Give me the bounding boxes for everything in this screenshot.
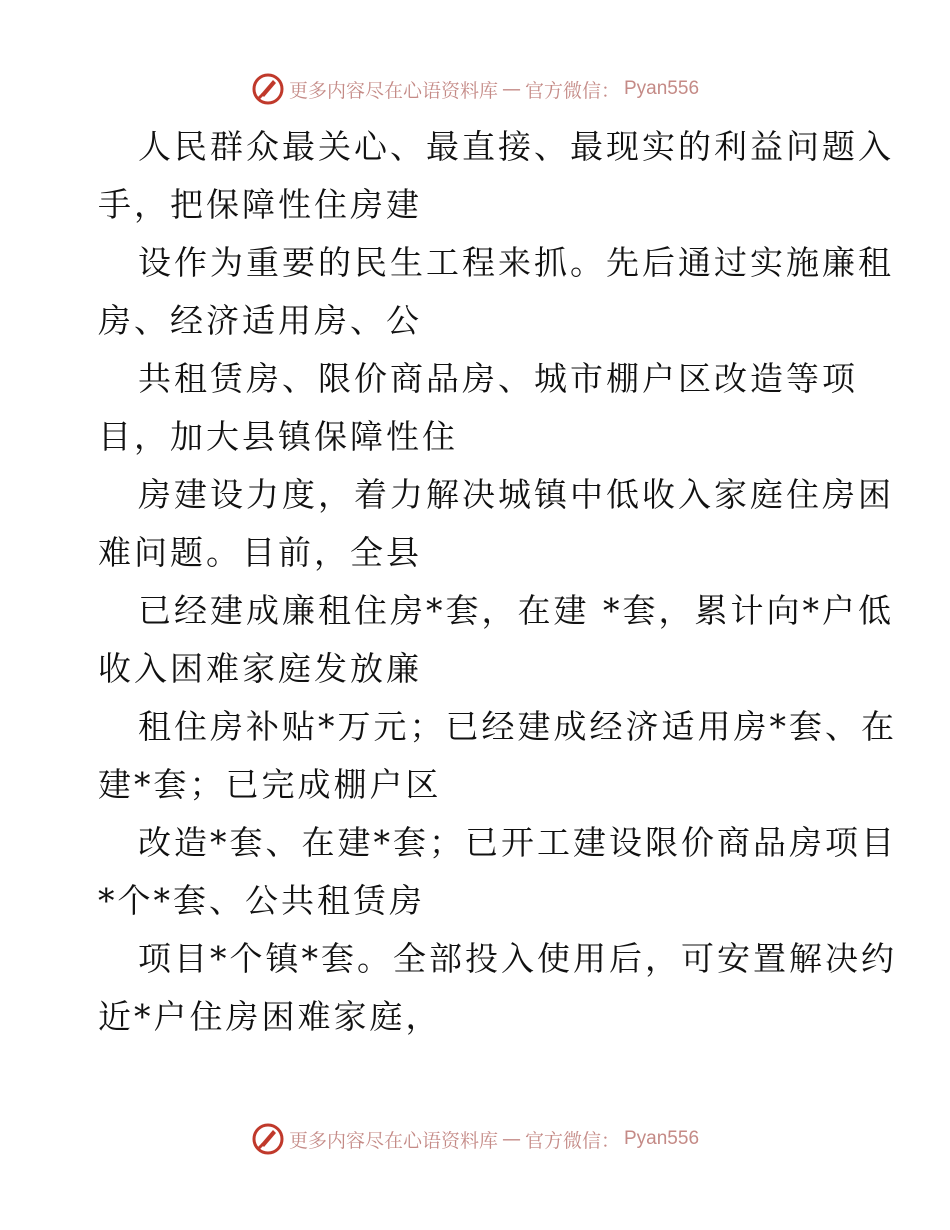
banner-title: 更多内容尽在心语资料库 [288, 1129, 498, 1152]
body-line-11: 租住房补贴*万元；已经建成经济适用房*套、在 [138, 707, 897, 746]
banner-title: 更多内容尽在心语资料库 [288, 79, 498, 102]
banner-wechat-label: 官方微信： [524, 79, 620, 102]
banner-wechat-id: Pyan556 [624, 1128, 700, 1149]
banner-wechat-label: 官方微信： [524, 1129, 620, 1152]
footer-banner [0, 1122, 950, 1156]
header-banner [0, 72, 950, 106]
body-line-1: 人民群众最关心、最直接、最现实的利益问题入 [138, 127, 894, 166]
banner-wechat-id: Pyan556 [624, 78, 700, 99]
body-line-6: 目，加大县镇保障性住 [98, 417, 458, 456]
body-line-12: 建*套；已完成棚户区 [98, 765, 442, 804]
body-line-10: 收入困难家庭发放廉 [98, 649, 422, 688]
body-line-2: 手，把保障性住房建 [98, 185, 422, 224]
logo-icon [251, 72, 285, 106]
body-line-5: 共租赁房、限价商品房、城市棚户区改造等项 [138, 359, 858, 398]
body-line-9: 已经建成廉租住房*套，在建 *套，累计向*户低 [138, 591, 894, 630]
document-body [98, 118, 897, 1046]
body-line-16: 近*户住房困难家庭， [98, 997, 442, 1036]
banner-dash: — [501, 78, 521, 100]
body-line-15: 项目*个镇*套。全部投入使用后，可安置解决约 [138, 939, 897, 978]
logo-icon [251, 1122, 285, 1156]
body-line-4: 房、经济适用房、公 [98, 301, 422, 340]
banner-dash: — [501, 1128, 521, 1150]
body-line-7: 房建设力度，着力解决城镇中低收入家庭住房困 [138, 475, 894, 514]
body-line-13: 改造*套、在建*套；已开工建设限价商品房项目 [138, 823, 897, 862]
body-line-3: 设作为重要的民生工程来抓。先后通过实施廉租 [138, 243, 894, 282]
body-line-14: *个*套、公共租赁房 [98, 881, 425, 920]
body-line-8: 难问题。目前，全县 [98, 533, 422, 572]
